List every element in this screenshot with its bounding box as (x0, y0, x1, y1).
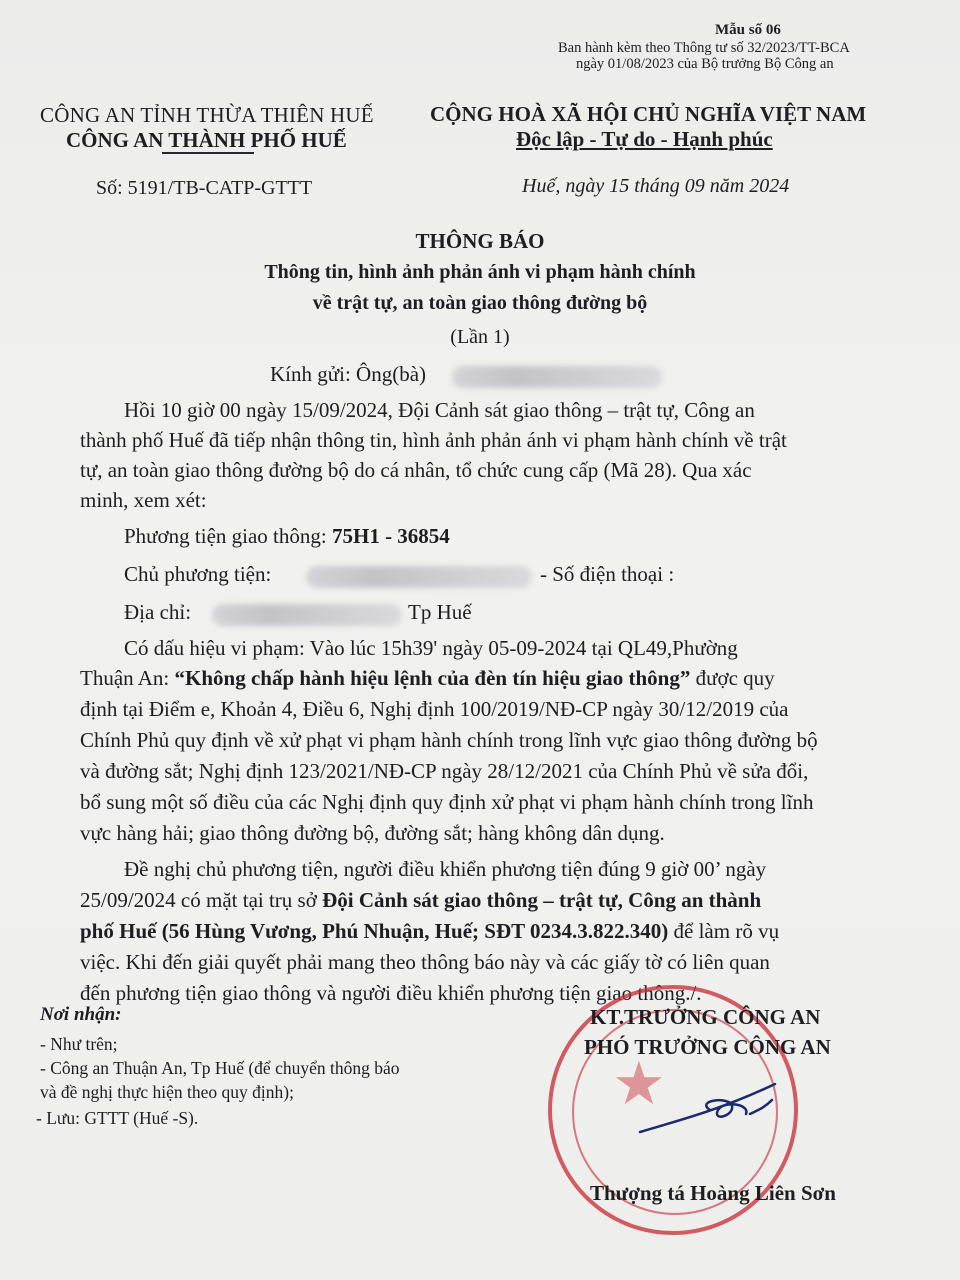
document-title: THÔNG BÁO (415, 229, 545, 253)
violation-line-7: vực hàng hải; giao thông đường bộ, đường sắt; hàng không dân dụng. (80, 821, 665, 845)
recipient-item-2: - Công an Thuận An, Tp Huế (để chuyển thông báo (40, 1058, 400, 1078)
nation-name: CỘNG HOÀ XÃ HỘI CHỦ NGHĨA VIỆT NAM (430, 102, 867, 126)
document-subtitle-2: về trật tự, an toàn giao thông đường bộ (312, 292, 648, 314)
request-line-1: Đề nghị chủ phương tiện, người điều khiển phương tiện đúng 9 giờ 00’ ngày (124, 857, 767, 881)
request-line-4: việc. Khi đến giải quyết phải mang theo thông báo này và các giấy tờ có liên quan (80, 950, 770, 974)
request-date: 25/09/2024 có mặt tại trụ sở (80, 888, 323, 912)
recipient-label: Kính gửi: Ông(bà) (270, 362, 427, 386)
owner-label: Chủ phương tiện: (124, 562, 272, 586)
violation-line-2 (80, 666, 775, 691)
agency-underline (162, 152, 254, 154)
form-issued-line1: Ban hành kèm theo Thông tư số 32/2023/TT-BCA (558, 40, 850, 56)
violation-location: Thuận An: (80, 666, 175, 690)
recipient-item-3: - Lưu: GTTT (Huế -S). (36, 1108, 199, 1128)
request-address: phố Huế (56 Hùng Vương, Phú Nhuận, Huế; SĐT 0234.3.822.340) (80, 919, 669, 943)
owner-name-redacted (306, 566, 532, 588)
violation-description: “Không chấp hành hiệu lệnh của đèn tín hiệu giao thông” (174, 666, 691, 690)
recipients-title: Nơi nhận: (40, 1004, 122, 1025)
request-line-3 (80, 919, 779, 944)
recipient-item-1: - Như trên; (40, 1034, 118, 1054)
vehicle-plate-row (124, 524, 450, 549)
intro-line-2: thành phố Huế đã tiếp nhận thông tin, hình ảnh phản ánh vi phạm hành chính về trật (80, 428, 787, 452)
signature-title-1: KT.TRƯỞNG CÔNG AN (590, 1005, 821, 1029)
document-number: Số: 5191/TB-CATP-GTTT (96, 177, 313, 199)
address-redacted (212, 604, 402, 626)
violation-line-6: bổ sung một số điều của các Nghị định quy định xử phạt vi phạm hành chính trong lĩnh (80, 790, 814, 814)
intro-line-4: minh, xem xét: (80, 488, 207, 512)
notice-count: (Lần 1) (450, 326, 510, 348)
vehicle-plate-label: Phương tiện giao thông: (124, 524, 327, 548)
agency-name: CÔNG AN THÀNH PHỐ HUẾ (66, 128, 347, 152)
signer-name: Thượng tá Hoàng Liên Sơn (590, 1181, 836, 1205)
request-line-5: đến phương tiện giao thông và người điều khiển phương tiện giao thông./. (80, 981, 702, 1005)
form-issued-line2: ngày 01/08/2023 của Bộ trưởng Bộ Công an (576, 56, 834, 72)
request-line-2 (80, 888, 761, 913)
request-office: Đội Cảnh sát giao thông – trật tự, Công an thành (322, 888, 762, 912)
violation-line-4: Chính Phủ quy định về xử phạt vi phạm hành chính trong lĩnh vực giao thông đường bộ (80, 728, 818, 752)
intro-line-1: Hồi 10 giờ 00 ngày 15/09/2024, Đội Cảnh sát giao thông – trật tự, Công an (124, 398, 755, 422)
violation-line-3: định tại Điểm e, Khoản 4, Điều 6, Nghị định 100/2019/NĐ-CP ngày 30/12/2019 của (80, 697, 789, 721)
vehicle-plate: 75H1 - 36854 (331, 524, 450, 548)
signature-title-2: PHÓ TRƯỞNG CÔNG AN (584, 1035, 831, 1059)
intro-line-3: tự, an toàn giao thông đường bộ do cá nhân, tổ chức cung cấp (Mã 28). Qua xác (80, 458, 752, 482)
recipient-item-2-cont: và đề nghị thực hiện theo quy định); (40, 1082, 294, 1102)
violation-line-1: Có dấu hiệu vi phạm: Vào lúc 15h39' ngày 05-09-2024 tại QL49,Phường (124, 636, 738, 660)
nation-motto: Độc lập - Tự do - Hạnh phúc (516, 127, 773, 151)
stamp-emblem-icon: ★ (612, 1051, 666, 1117)
form-number: Mẫu số 06 (715, 22, 781, 38)
place-date: Huế, ngày 15 tháng 09 năm 2024 (522, 175, 790, 197)
violation-line-2-end: được quy (690, 666, 775, 690)
violation-line-5: và đường sắt; Nghị định 123/2021/NĐ-CP ngày 28/12/2021 của Chính Phủ về sửa đổi, (80, 759, 809, 783)
document-subtitle-1: Thông tin, hình ảnh phản ánh vi phạm hành chính (264, 261, 696, 283)
agency-parent: CÔNG AN TỈNH THỪA THIÊN HUẾ (40, 103, 374, 127)
request-purpose: để làm rõ vụ (668, 919, 780, 943)
address-label: Địa chỉ: (124, 600, 192, 624)
phone-label: - Số điện thoại : (540, 562, 675, 586)
recipient-name-redacted (452, 366, 662, 388)
address-city: Tp Huế (408, 600, 472, 624)
handwritten-signature (600, 1070, 800, 1150)
